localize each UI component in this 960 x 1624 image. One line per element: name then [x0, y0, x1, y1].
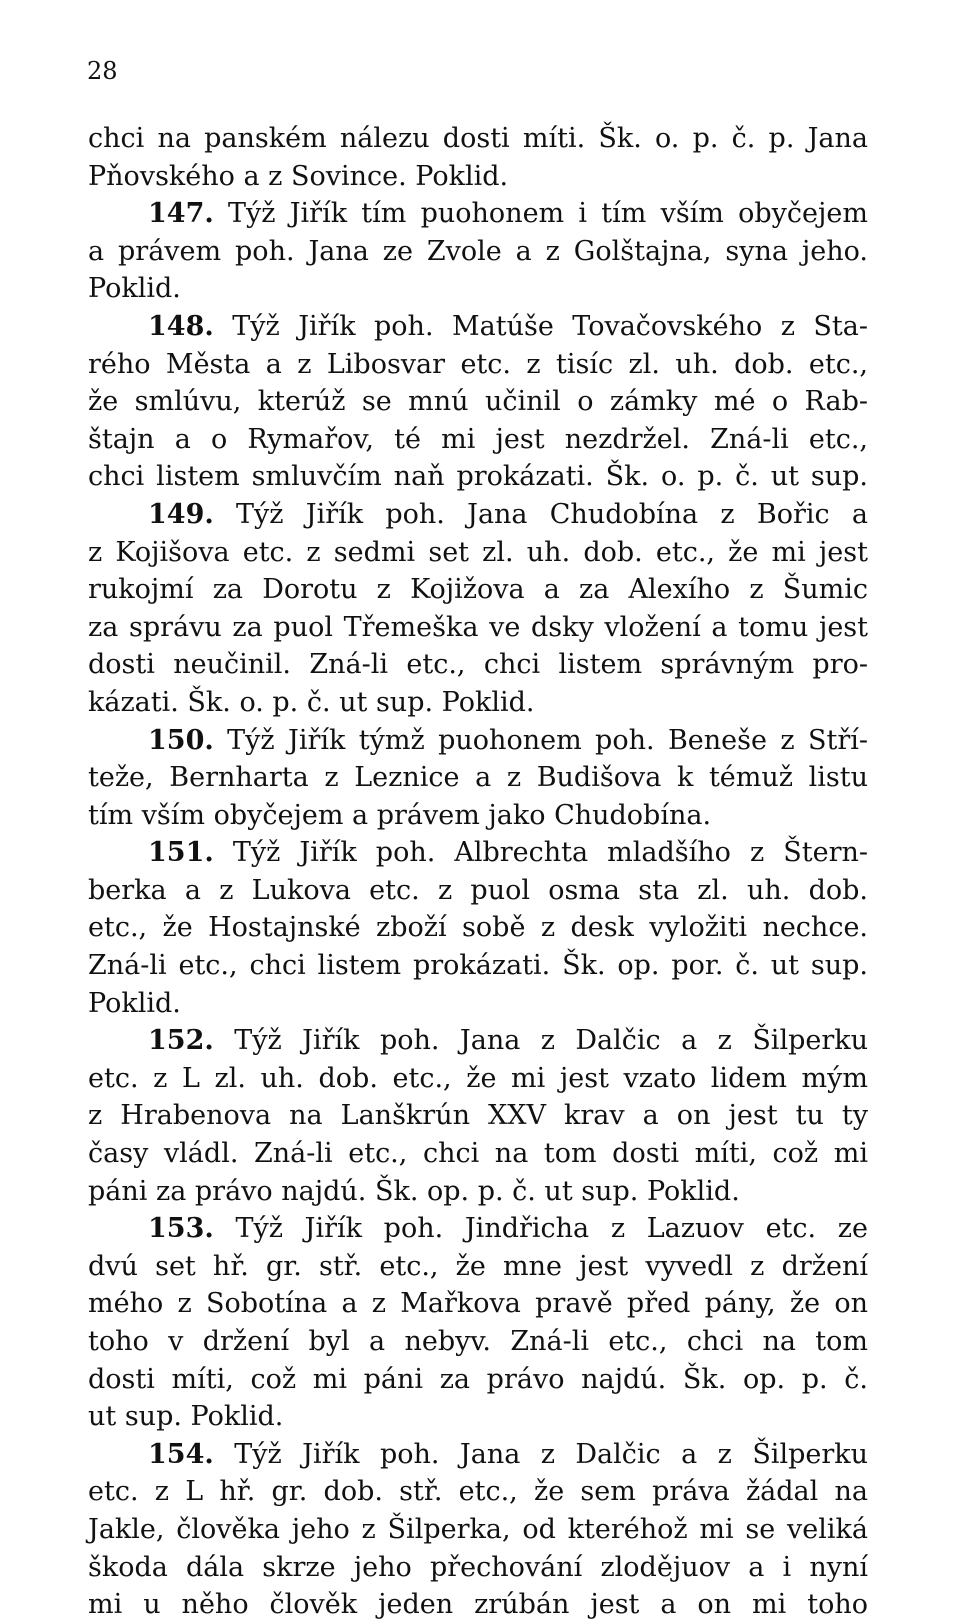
line-text: a právem poh. Jana ze Zvole a z Golštajna, syna jeho. [88, 235, 868, 267]
text-line [88, 872, 868, 910]
line-text: Poklid. [88, 273, 181, 305]
line-text: Poklid. [88, 987, 181, 1019]
line-text: chci listem smluvčím naň prokázati. Šk. o. p. č. ut sup. [88, 461, 868, 493]
line-text: štajn a o Rymařov, té mi jest nezdržel. Zná-li etc., [88, 423, 868, 455]
line-text: tím vším obyčejem a právem jako Chudobína. [88, 799, 712, 831]
line-text: z Hrabenova na Lanškrún XXV krav a on jest tu ty [88, 1100, 868, 1132]
text-line [88, 1323, 868, 1361]
line-text: že smlúvu, kterúž se mnú učinil o zámky mé o Rab- [88, 386, 868, 418]
text-line [88, 646, 868, 684]
text-line [88, 947, 868, 985]
line-text: dosti neučinil. Zná-li etc., chci listem správným pro- [88, 649, 868, 681]
text-line [88, 458, 868, 496]
line-text: za správu za puol Třemeška ve dsky vložení a tomu jest [88, 611, 868, 643]
line-text: teže, Bernharta z Leznice a z Budišova k témuž listu [88, 762, 868, 794]
text-line [88, 346, 868, 384]
text-line [88, 1549, 868, 1587]
line-text: rého Města a z Libosvar etc. z tisíc zl. uh. dob. etc., [88, 348, 868, 380]
text-line [88, 571, 868, 609]
text-line [88, 985, 868, 1023]
text-line [88, 270, 868, 308]
line-text: dosti míti, což mi páni za právo najdú. Šk. op. p. č. [88, 1363, 868, 1395]
entry-number: 153. [148, 1213, 214, 1245]
line-text: Týž Jiřík týmž puohonem poh. Beneše z Stří- [227, 724, 869, 756]
line-text: etc. z L zl. uh. dob. etc., že mi jest vzato lidem mým [88, 1062, 868, 1094]
text-line [88, 1586, 868, 1624]
entry-number: 148. [148, 310, 214, 342]
line-text: dvú set hř. gr. stř. etc., že mne jest vyvedl z držení [88, 1250, 868, 1282]
text-line [88, 909, 868, 947]
entry-number: 149. [148, 498, 214, 530]
text-line [88, 1248, 868, 1286]
entry-first-line [88, 722, 868, 760]
text-line [88, 1361, 868, 1399]
entry-number: 152. [148, 1025, 214, 1057]
text-line [88, 158, 868, 196]
entry-first-line [88, 496, 868, 534]
entry-first-line [88, 195, 868, 233]
line-text: etc., že Hostajnské zboží sobě z desk vyložiti nechce. [88, 912, 868, 944]
line-text: časy vládl. Zná-li etc., chci na tom dosti míti, což mi [88, 1138, 868, 1170]
entry-number: 151. [148, 837, 214, 869]
line-text: z Kojišova etc. z sedmi set zl. uh. dob. etc., že mi jest [88, 536, 868, 568]
text-line [88, 534, 868, 572]
line-text: Pňovského a z Sovince. Poklid. [88, 160, 509, 192]
line-text: etc. z L hř. gr. dob. stř. etc., že sem práva žádal na [88, 1476, 868, 1508]
entry-number: 147. [148, 198, 214, 230]
line-text: berka a z Lukova etc. z puol osma sta zl. uh. dob. [88, 874, 868, 906]
entry-first-line [88, 1210, 868, 1248]
page-number: 28 [87, 57, 118, 85]
text-line [88, 120, 868, 158]
entry-first-line [88, 834, 868, 872]
entry-number: 150. [148, 724, 214, 756]
text-line [88, 797, 868, 835]
line-text: Zná-li etc., chci listem prokázati. Šk. op. por. č. ut sup. [88, 950, 868, 982]
line-text: páni za právo najdú. Šk. op. p. č. ut sup. Poklid. [88, 1175, 740, 1207]
entry-first-line [88, 308, 868, 346]
line-text: škoda dála skrze jeho přechování zlodějuov a i nyní [88, 1551, 868, 1583]
line-text: Týž Jiřík poh. Jana z Dalčic a z Šilperku [234, 1438, 868, 1470]
text-line [88, 609, 868, 647]
text-line [88, 421, 868, 459]
text-line [88, 1173, 868, 1211]
line-text: mého z Sobotína a z Mařkova pravě před pány, že on [88, 1288, 868, 1320]
line-text: ut sup. Poklid. [88, 1401, 284, 1433]
text-line [88, 383, 868, 421]
line-text: Týž Jiřík tím puohonem i tím vším obyčejem [228, 198, 868, 230]
text-line [88, 1285, 868, 1323]
text-line [88, 759, 868, 797]
text-line [88, 1473, 868, 1511]
entry-number: 154. [148, 1438, 214, 1470]
text-line [88, 1511, 868, 1549]
line-text: Týž Jiřík poh. Jindřicha z Lazuov etc. ze [235, 1213, 868, 1245]
line-text: kázati. Šk. o. p. č. ut sup. Poklid. [88, 686, 535, 718]
entry-first-line [88, 1436, 868, 1474]
line-text: chci na panském nálezu dosti míti. Šk. o. p. č. p. Jana [88, 123, 868, 154]
line-text: Týž Jiřík poh. Jana Chudobína z Bořic a [236, 498, 868, 530]
text-line [88, 684, 868, 722]
line-text: Týž Jiřík poh. Albrechta mladšího z Štern- [232, 837, 868, 869]
line-text: toho v držení byl a nebyv. Zná-li etc., chci na tom [88, 1326, 868, 1357]
line-text: rukojmí za Dorotu z Kojižova a za Alexího z Šumic [88, 574, 868, 606]
text-line [88, 1097, 868, 1135]
line-text: Týž Jiřík poh. Matúše Tovačovského z Sta- [232, 310, 868, 342]
line-text: Týž Jiřík poh. Jana z Dalčic a z Šilperku [234, 1025, 868, 1057]
text-line [88, 1398, 868, 1436]
page-text [88, 120, 868, 1624]
text-line [88, 233, 868, 271]
line-text: mi u něho člověk jeden zrúbán jest a on mi toho [88, 1589, 868, 1621]
text-line [88, 1135, 868, 1173]
entry-first-line [88, 1022, 868, 1060]
text-line [88, 1060, 868, 1098]
line-text: Jakle, člověka jeho z Šilperka, od kteréhož mi se veliká [88, 1513, 868, 1545]
